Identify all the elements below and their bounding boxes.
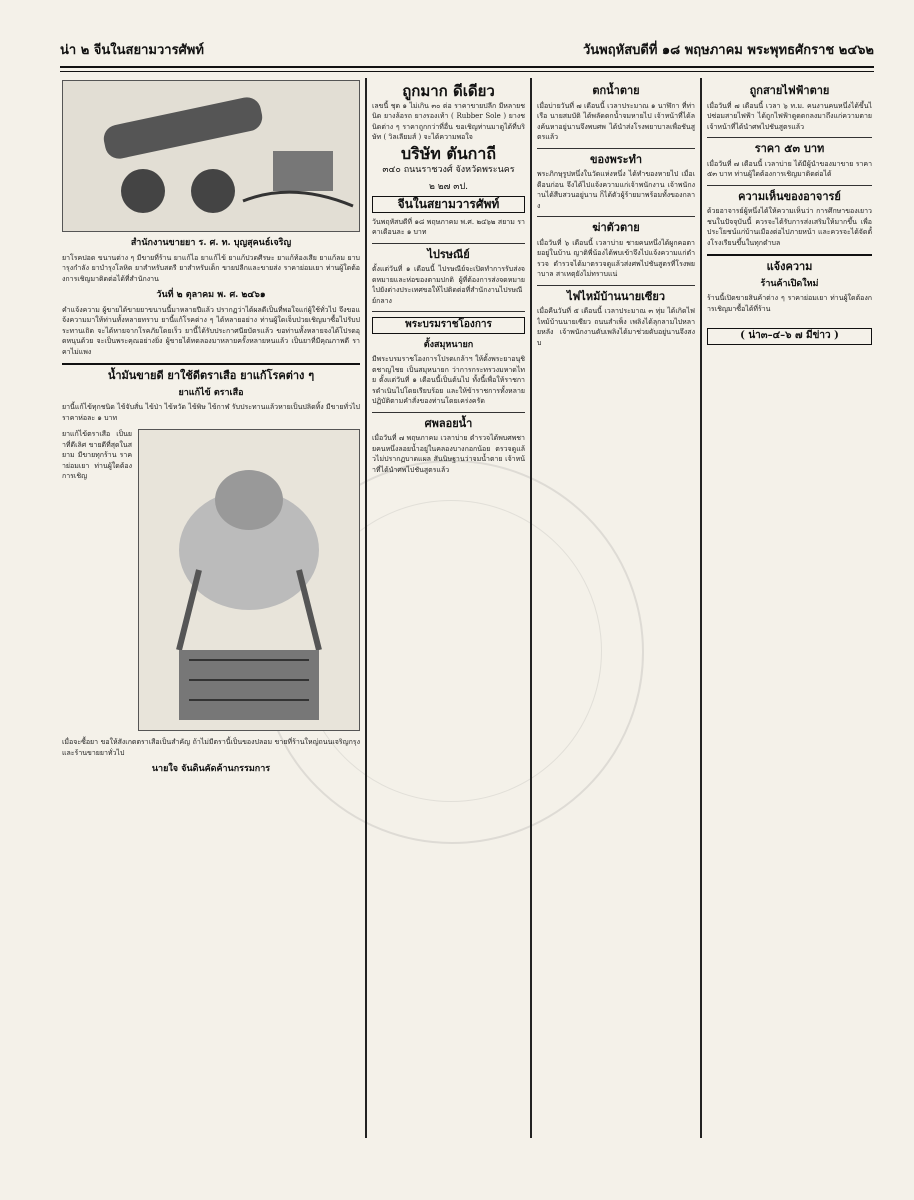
tiger-drawing	[139, 430, 359, 730]
section-rule	[62, 363, 360, 365]
section-rule	[707, 254, 872, 256]
article-heading: แจ้งความ	[766, 260, 813, 273]
masthead-subline: วันพฤหัสบดีที่ ๑๘ พฤษภาคม พ.ศ. ๒๔๖๒ สยาม ราคาเดือนละ ๑ บาท	[372, 217, 525, 236]
article-body: เลขนี้ ชุด ๑ ไม่เกิน ๓๐ ต่อ ราคาขายปลีก มีหลายชนิด ยางล้อรถ ยางรองเท้า ( Rubber Sole ) ยางชนิดต่าง ๆ ราคาถูกกว่าที่อื่น ขอเชิญท่านมาดูได้ที่บริษัท ( วิลเลียมส์ ) จะได้ความพอใจ	[372, 101, 525, 141]
section-rule	[707, 185, 872, 186]
article-body: เมื่อคืนวันที่ ๕ เดือนนี้ เวลาประมาณ ๓ ทุ่ม ได้เกิดไฟไหม้บ้านนายเซียว ถนนสำเพ็ง เพลิงได้ลุกลามไปหลายหลัง เจ้าพนักงานดับเพลิงได้มาช่วยดับอยู่นานจึงสงบ	[537, 307, 695, 347]
company-phone: ๒ ๒๗ ๓ป.	[428, 181, 469, 192]
article-heading: ราคา ๕๓ บาท	[754, 142, 825, 155]
side-text: ยาแก้ไข้ตราเสือ เป็นยาที่ดีเลิศ ขายดีที่สุดในสยาม มีขายทุกร้าน ราคาย่อมเยา ท่านผู้ใดต้องการเชิญ	[62, 430, 132, 480]
cannon-illustration	[63, 81, 360, 231]
article-body: เมื่อบ่ายวันที่ ๗ เดือนนี้ เวลาประมาณ ๑ นาฬิกา ที่ท่าเรือ นายสมบัติ ได้พลัดตกน้ำจมหายไป เจ้าหน้าที่ได้ลงค้นหาอยู่นานจึงพบศพ ได้นำส่งโรงพยาบาลเพื่อชันสูตรแล้ว	[537, 101, 695, 141]
article-body: ด้วยอาจารย์ผู้หนึ่งได้ให้ความเห็นว่า การศึกษาของเยาวชนในปัจจุบันนี้ ควรจะได้รับการส่งเสริมให้มากขึ้น เพื่อประโยชน์แก่บ้านเมืองต่อไปภายหน้า และควรจะได้จัดตั้งโรงเรียนขึ้นในทุกตำบล	[707, 207, 872, 247]
column-2	[372, 80, 525, 1160]
article-heading: ไปรษณีย์	[427, 247, 470, 261]
article-heading: ถูกมาก ดีเดียว	[402, 82, 495, 100]
tiger-illustration	[138, 429, 360, 731]
header-left: น่า ๒ จีนในสยามวารศัพท์	[60, 42, 204, 58]
header-rule-thin	[60, 71, 874, 72]
ad-body: ยาโรคปอด ขนานต่าง ๆ มีขายที่ร้าน ยาแก้ไอ ยาแก้ไข้ ยาแก้ปวดศีรษะ ยาแก้ท้องเสีย ยาแก้ลม ยาบำรุงกำลัง ยาบำรุงโลหิต ยาสำหรับสตรี ยาสำหรับเด็ก ขายปลีกและขายส่ง ราคาย่อมเยา ท่านผู้ใดต้องการเชิญมาติดต่อได้ที่สำนักงาน	[62, 253, 360, 283]
column-4	[707, 80, 872, 1160]
article-body: มีพระบรมราชโองการโปรดเกล้าฯ ให้ตั้งพระยาอนุชิตชาญไชย เป็นสมุหนายก ว่าการกระทรวงมหาดไทย ตั้งแต่วันที่ ๑ เดือนนี้เป็นต้นไป ทั้งนี้เพื่อให้ราชการดำเนินไปโดยเรียบร้อย และให้ข้าราชการทั้งหลายปฏิบัติตามคำสั่งของท่านโดยเคร่งครัด	[372, 355, 525, 405]
company-address: ๓๔๐ ถนนราชวงศ์ จังหวัดพระนคร	[382, 165, 515, 175]
article-heading: ฆ่าตัวตาย	[592, 221, 640, 234]
article-heading: ตกน้ำตาย	[592, 84, 640, 97]
masthead: จีนในสยามวารศัพท์	[372, 196, 525, 213]
column-divider	[530, 78, 532, 1138]
page-header	[60, 38, 874, 60]
footer-last: นายใจ จันดินคัดค้านกรรมการ	[151, 764, 271, 774]
company-name: บริษัท ตันกาถี	[400, 143, 497, 163]
article-heading: ศพลอยน้ำ	[424, 416, 473, 430]
article-body: เมื่อวันที่ ๗ เดือนนี้ เวลาบ่าย ได้มีผู้นำของมาขาย ราคา ๕๓ บาท ท่านผู้ใดต้องการเชิญมาติดต่อได้	[707, 159, 872, 178]
article-heading: ไฟไหม้บ้านนายเซียว	[566, 289, 666, 303]
article-body: พระภิกษุรูปหนึ่งในวัดแห่งหนึ่ง ได้ทำของหายไป เมื่อเดือนก่อน จึงได้ไปแจ้งความแก่เจ้าพนักงาน เจ้าพนักงานได้สืบสวนอยู่นาน ก็ได้ตัวผู้ร้ายมาพร้อมทั้งของกลาง	[537, 170, 695, 210]
ad-heading: สำนักงานขายยา ร. ศ. ท. บุญสุคนธ์เจริญ	[130, 238, 292, 248]
article-body: เมื่อวันที่ ๖ เดือนนี้ เวลาบ่าย ชายคนหนึ่งได้ผูกคอตายอยู่ในบ้าน ญาติพี่น้องได้พบเข้าจึงไปแจ้งความแก่ตำรวจ ตำรวจได้มาตรวจดูแล้วส่งศพไปชันสูตรที่โรงพยาบาล สาเหตุยังไม่ทราบแน่	[537, 238, 695, 278]
header-rule	[60, 66, 874, 68]
article-heading: พระบรมราชโองการ	[372, 317, 525, 334]
article-body: เมื่อวันที่ ๗ เดือนนี้ เวลา ๖ ท.ม. คนงานคนหนึ่งได้ขึ้นไปซ่อมสายไฟฟ้า ได้ถูกไฟฟ้าดูดตกลงมาถึงแก่ความตาย เจ้าหน้าที่ได้นำศพไปชันสูตรแล้ว	[707, 101, 872, 131]
section-rule	[537, 285, 695, 286]
article-heading: ถูกสายไฟฟ้าตาย	[749, 84, 830, 97]
date-line: วันที่ ๒ ตุลาคม พ. ศ. ๒๔๖๑	[156, 290, 266, 300]
column-divider	[700, 78, 702, 1138]
footer-text: เมื่อจะซื้อยา ขอให้สังเกตตราเสือเป็นสำคัญ ถ้าไม่มีตรานี้เป็นของปลอม ขายที่ร้านใหญ่ถนนเจริญกรุง และร้านขายยาทั่วไป	[62, 738, 360, 757]
article-body: เมื่อวันที่ ๗ พฤษภาคม เวลาบ่าย ตำรวจได้พบศพชายคนหนึ่งลอยน้ำอยู่ในคลองบางกอกน้อย ตรวจดูแล้วไม่ปรากฏบาดแผล สันนิษฐานว่าจมน้ำตาย เจ้าหน้าที่ได้นำศพไปชันสูตรแล้ว	[372, 434, 525, 474]
section-rule	[707, 137, 872, 138]
ad2-body: ยานี้แก้ไข้ทุกชนิด ไข้จับสั่น ไข้ป่า ไข้หวัด ไข้พิษ ไข้กาฬ รับประทานแล้วหายเป็นปลิดทิ้ง มีขายทั่วไป ราคาห่อละ ๑ บาท	[62, 403, 360, 422]
article-body: ร้านนี้เปิดขายสินค้าต่าง ๆ ราคาย่อมเยา ท่านผู้ใดต้องการเชิญมาซื้อได้ที่ร้าน	[707, 294, 872, 313]
notice-heading: น้ำมันขายดี ยาใช้ดีตราเสือ ยาแก้โรคต่าง ๆ	[107, 369, 315, 382]
page-footer-note: ( น่า๓–๔–๖ ๗ มีข่าว )	[707, 328, 872, 345]
column-1	[62, 80, 360, 1160]
article-subheading: ตั้งสมุหนายก	[423, 339, 474, 350]
ad2-title: ยาแก้ไข้ ตราเสือ	[178, 387, 244, 398]
article-subheading: ร้านค้าเปิดใหม่	[760, 278, 819, 289]
section-rule	[537, 216, 695, 217]
body-text: คำแจ้งความ ผู้ขายได้ขายยาขนานนี้มาหลายปีแล้ว ปรากฏว่าได้ผลดีเป็นที่พอใจแก่ผู้ใช้ทั่วไป จึงขอแจ้งความมาให้ท่านทั้งหลายทราบ ยานี้แก้โรคต่าง ๆ ได้หลายอย่าง ท่านผู้ใดเจ็บป่วยเชิญมาซื้อไปรับประทานเถิด จะได้หายจากโรคภัยโดยเร็ว ยานี้ได้รับประกาศนียบัตรแล้ว ขอท่านทั้งหลายจงได้โปรดอุดหนุนด้วย จะเป็นพระคุณอย่างยิ่ง ผู้ขายได้ทดลองมาหลายครั้งหลายหนแล้ว เป็นยาที่มีคุณภาพดี ราคาไม่แพง	[62, 305, 360, 356]
section-rule	[372, 243, 525, 244]
section-rule	[372, 311, 525, 312]
section-rule	[537, 148, 695, 149]
article-heading: ความเห็นของอาจารย์	[738, 189, 841, 203]
advertisement-illustration	[62, 80, 360, 232]
article-heading: ของพระทำ	[590, 152, 642, 166]
article-body: ตั้งแต่วันที่ ๑ เดือนนี้ ไปรษณีย์จะเปิดทำการรับส่งจดหมายและห่อของตามปกติ ผู้ที่ต้องการส่งจดหมายไปยังต่างประเทศขอให้ไปติดต่อที่สำนักงานไปรษณีย์กลาง	[372, 265, 525, 305]
header-right: วันพฤหัสบดีที่ ๑๘ พฤษภาคม พระพุทธศักราช ๒๔๖๒	[583, 42, 874, 58]
column-divider	[365, 78, 367, 1138]
column-3	[537, 80, 695, 1160]
section-rule	[372, 412, 525, 413]
